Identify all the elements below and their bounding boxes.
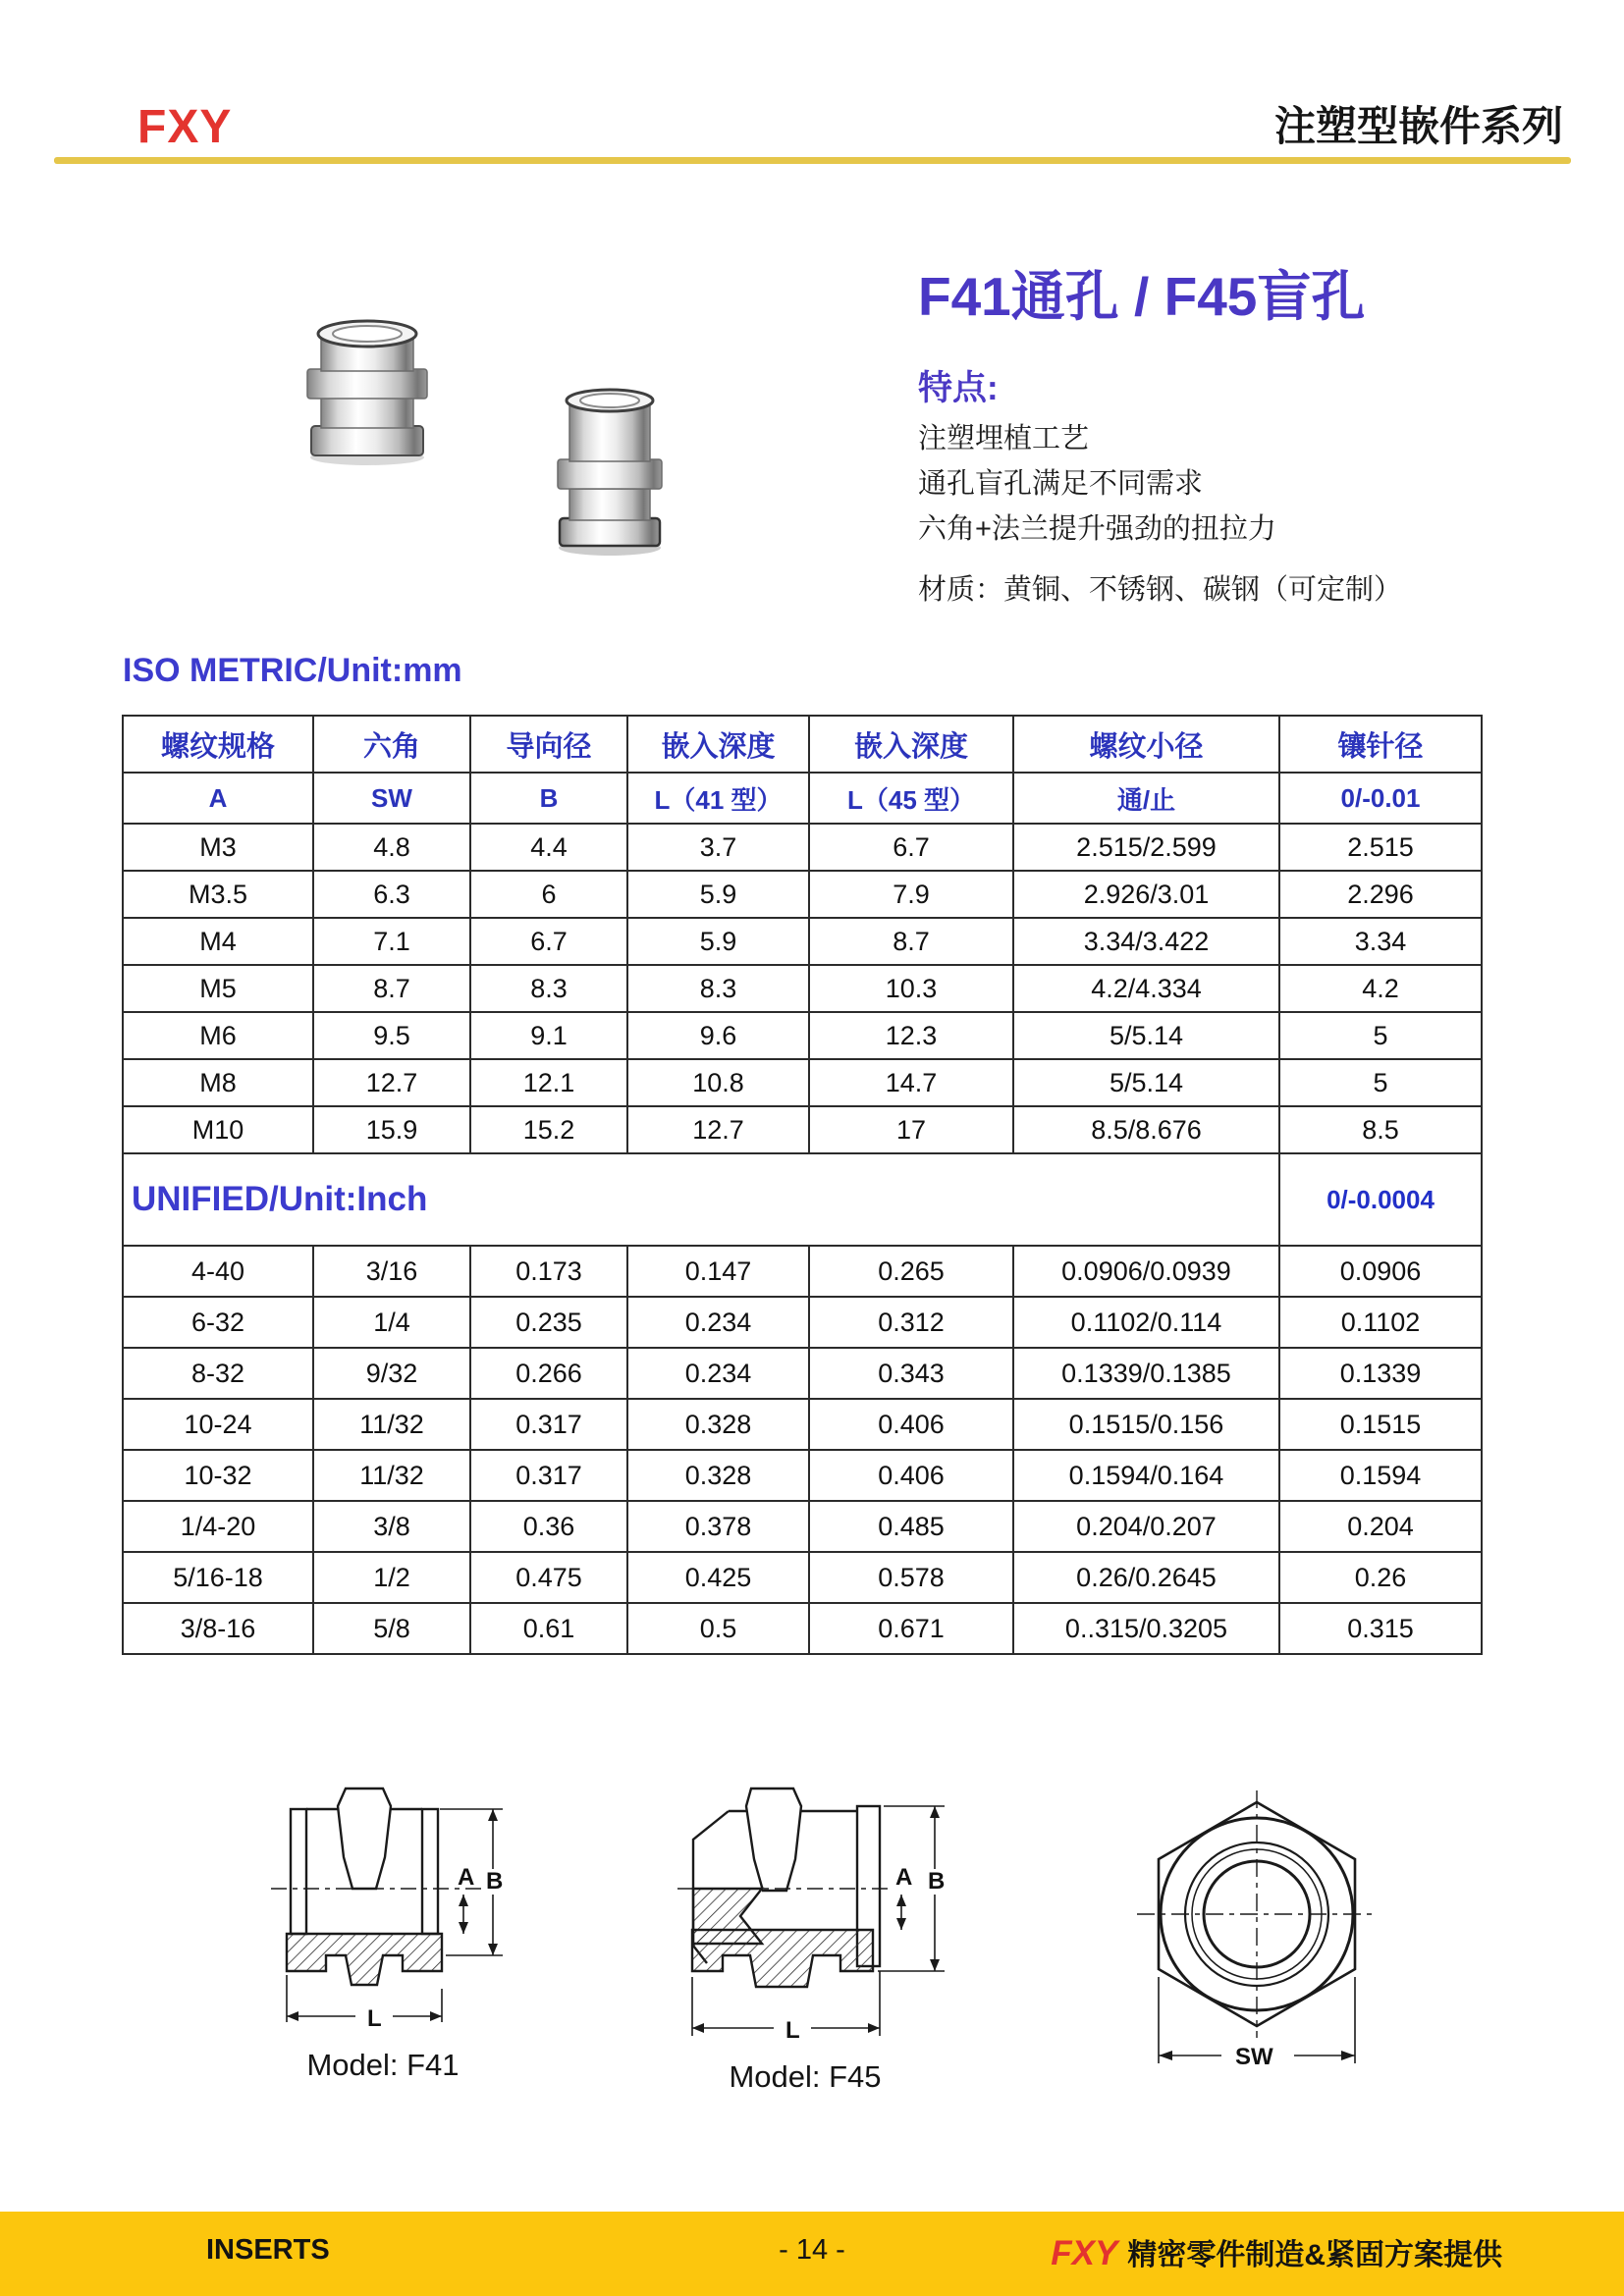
table-cell: 4.4 — [470, 824, 627, 871]
table-cell: 5.9 — [627, 918, 809, 965]
table-cell: 12.7 — [627, 1106, 809, 1153]
table-cell: 6 — [470, 871, 627, 918]
table-cell: 3.7 — [627, 824, 809, 871]
table-row — [123, 1106, 1482, 1153]
table-cell: M10 — [123, 1106, 313, 1153]
table-cell: 0.328 — [627, 1399, 809, 1450]
table-cell: 0.578 — [809, 1552, 1013, 1603]
footer-brand-logo: FXY — [1051, 2234, 1118, 2272]
dim-a-label: A — [895, 1864, 913, 1891]
column-subheader: A — [123, 773, 313, 824]
table-cell: 0.671 — [809, 1603, 1013, 1654]
table-cell: M6 — [123, 1012, 313, 1059]
table-row — [123, 716, 1482, 773]
table-row — [123, 1552, 1482, 1603]
table-cell: M8 — [123, 1059, 313, 1106]
table-cell: 5 — [1279, 1059, 1482, 1106]
table-cell: 3/16 — [313, 1246, 470, 1297]
table-cell: 5 — [1279, 1012, 1482, 1059]
dim-l-label: L — [785, 2017, 800, 2044]
table-cell: 9.1 — [470, 1012, 627, 1059]
table-cell: 10-24 — [123, 1399, 313, 1450]
unified-tolerance: 0/-0.0004 — [1279, 1153, 1482, 1246]
table-cell: 6.7 — [809, 824, 1013, 871]
table-cell: 11/32 — [313, 1450, 470, 1501]
table-row — [123, 773, 1482, 824]
dim-l-label: L — [367, 2005, 382, 2032]
column-header: 导向径 — [470, 716, 627, 773]
table-cell: 9.6 — [627, 1012, 809, 1059]
series-title: 注塑型嵌件系列 — [1273, 103, 1563, 149]
table-cell: 1/2 — [313, 1552, 470, 1603]
table-cell: 12.3 — [809, 1012, 1013, 1059]
table-cell: 1/4 — [313, 1297, 470, 1348]
table-cell: 3.34/3.422 — [1013, 918, 1279, 965]
table-cell: 8.5 — [1279, 1106, 1482, 1153]
table-cell: 0.173 — [470, 1246, 627, 1297]
header-divider — [54, 157, 1571, 164]
drawing-f41-label: Model: F41 — [306, 2048, 460, 2082]
table-cell: 10.3 — [809, 965, 1013, 1012]
table-cell: 0.0906/0.0939 — [1013, 1246, 1279, 1297]
table-cell: 0.234 — [627, 1297, 809, 1348]
features-heading: 特点: — [918, 369, 999, 407]
table-cell: 0.312 — [809, 1297, 1013, 1348]
table-cell: 0.315 — [1279, 1603, 1482, 1654]
table-cell: 0.234 — [627, 1348, 809, 1399]
table-cell: 2.926/3.01 — [1013, 871, 1279, 918]
table-cell: M4 — [123, 918, 313, 965]
table-cell: 2.515 — [1279, 824, 1482, 871]
table-cell: 4.8 — [313, 824, 470, 871]
column-subheader: L（45 型） — [809, 773, 1013, 824]
table-cell: 0.1594 — [1279, 1450, 1482, 1501]
table-cell: 0..315/0.3205 — [1013, 1603, 1279, 1654]
table-cell: 0.26/0.2645 — [1013, 1552, 1279, 1603]
column-subheader: B — [470, 773, 627, 824]
table-cell: 0.485 — [809, 1501, 1013, 1552]
table-cell: 0.204 — [1279, 1501, 1482, 1552]
table-cell: M3.5 — [123, 871, 313, 918]
table-row — [123, 824, 1482, 871]
table-cell: 3/8-16 — [123, 1603, 313, 1654]
drawing-f45 — [648, 1779, 962, 2058]
table-row — [123, 1348, 1482, 1399]
product-photo-f45 — [550, 379, 670, 560]
brand-logo: FXY — [137, 101, 233, 153]
table-cell: 7.9 — [809, 871, 1013, 918]
column-subheader: 通/止 — [1013, 773, 1279, 824]
table-cell: 0.36 — [470, 1501, 627, 1552]
table-cell: 0.1102/0.114 — [1013, 1297, 1279, 1348]
table-cell: 4-40 — [123, 1246, 313, 1297]
table-cell: 9.5 — [313, 1012, 470, 1059]
drawing-f45-label: Model: F45 — [729, 2059, 882, 2094]
table-row — [123, 1501, 1482, 1552]
table-cell: 5/5.14 — [1013, 1012, 1279, 1059]
column-header: 镶针径 — [1279, 716, 1482, 773]
table-cell: 0.343 — [809, 1348, 1013, 1399]
table-row — [123, 1012, 1482, 1059]
table-cell: 0.1515/0.156 — [1013, 1399, 1279, 1450]
table-cell: 3/8 — [313, 1501, 470, 1552]
dim-sw-label: SW — [1235, 2044, 1273, 2070]
table-cell: 0.235 — [470, 1297, 627, 1348]
column-subheader: SW — [313, 773, 470, 824]
table-cell: 8.3 — [627, 965, 809, 1012]
table-cell: 15.9 — [313, 1106, 470, 1153]
table-cell: 0.1339/0.1385 — [1013, 1348, 1279, 1399]
table-cell: 0.317 — [470, 1450, 627, 1501]
page-number: - 14 - — [779, 2234, 845, 2266]
table-cell: 6.7 — [470, 918, 627, 965]
table-cell: 8.7 — [809, 918, 1013, 965]
table-cell: 8-32 — [123, 1348, 313, 1399]
table-cell: 9/32 — [313, 1348, 470, 1399]
table-row — [123, 871, 1482, 918]
table-row — [123, 965, 1482, 1012]
table-cell: 0.378 — [627, 1501, 809, 1552]
table-cell: 5.9 — [627, 871, 809, 918]
column-header: 六角 — [313, 716, 470, 773]
table-cell: 0.425 — [627, 1552, 809, 1603]
table-cell: 0.0906 — [1279, 1246, 1482, 1297]
column-subheader: 0/-0.01 — [1279, 773, 1482, 824]
table-cell: 5/16-18 — [123, 1552, 313, 1603]
table-cell: 0.328 — [627, 1450, 809, 1501]
feature-line: 通孔盲孔满足不同需求 — [918, 468, 1204, 500]
unified-section-heading: UNIFIED/Unit:Inch — [123, 1153, 1279, 1246]
spec-table — [122, 715, 1483, 1655]
table-cell: 7.1 — [313, 918, 470, 965]
column-header: 嵌入深度 — [809, 716, 1013, 773]
product-title: F41通孔 / F45盲孔 — [918, 266, 1366, 327]
column-header: 螺纹规格 — [123, 716, 313, 773]
table-cell: 4.2/4.334 — [1013, 965, 1279, 1012]
dim-b-label: B — [928, 1868, 946, 1895]
table-cell: 0.406 — [809, 1399, 1013, 1450]
table-cell: 5/5.14 — [1013, 1059, 1279, 1106]
table-cell: 10.8 — [627, 1059, 809, 1106]
table-row — [123, 1153, 1482, 1246]
dim-b-label: B — [486, 1868, 504, 1895]
table-cell: 12.1 — [470, 1059, 627, 1106]
table-cell: 10-32 — [123, 1450, 313, 1501]
table-cell: 12.7 — [313, 1059, 470, 1106]
table-row — [123, 1450, 1482, 1501]
table-cell: 11/32 — [313, 1399, 470, 1450]
drawing-hex-view — [1119, 1789, 1394, 2083]
table-cell: 17 — [809, 1106, 1013, 1153]
table-cell: 8.5/8.676 — [1013, 1106, 1279, 1153]
table-cell: 5/8 — [313, 1603, 470, 1654]
table-cell: 6.3 — [313, 871, 470, 918]
table-cell: 0.475 — [470, 1552, 627, 1603]
table-cell: 0.406 — [809, 1450, 1013, 1501]
table-cell: 0.265 — [809, 1246, 1013, 1297]
table-row — [123, 1297, 1482, 1348]
column-subheader: L（41 型） — [627, 773, 809, 824]
table-cell: 0.1594/0.164 — [1013, 1450, 1279, 1501]
feature-line: 注塑埋植工艺 — [918, 423, 1090, 454]
table-cell: 2.296 — [1279, 871, 1482, 918]
table-cell: 0.1339 — [1279, 1348, 1482, 1399]
footer-section-label: INSERTS — [206, 2234, 330, 2266]
table-cell: 3.34 — [1279, 918, 1482, 965]
table-cell: 8.3 — [470, 965, 627, 1012]
column-header: 螺纹小径 — [1013, 716, 1279, 773]
metric-section-heading: ISO METRIC/Unit:mm — [123, 652, 462, 689]
dim-a-label: A — [458, 1864, 475, 1891]
table-cell: 0.266 — [470, 1348, 627, 1399]
footer-brand-group — [1051, 2230, 1502, 2273]
table-row — [123, 1399, 1482, 1450]
table-cell: 4.2 — [1279, 965, 1482, 1012]
table-row — [123, 1246, 1482, 1297]
drawing-f41 — [236, 1779, 530, 2054]
table-cell: 0.26 — [1279, 1552, 1482, 1603]
table-cell: 0.61 — [470, 1603, 627, 1654]
table-cell: 14.7 — [809, 1059, 1013, 1106]
table-cell: 0.5 — [627, 1603, 809, 1654]
table-cell: 2.515/2.599 — [1013, 824, 1279, 871]
table-cell: M5 — [123, 965, 313, 1012]
feature-line: 六角+法兰提升强劲的扭拉力 — [918, 513, 1276, 545]
footer-tagline: 精密零件制造&紧固方案提供 — [1127, 2239, 1502, 2271]
table-cell: 6-32 — [123, 1297, 313, 1348]
table-row — [123, 918, 1482, 965]
table-cell: 0.1515 — [1279, 1399, 1482, 1450]
material-line: 材质：黄铜、不锈钢、碳钢（可定制） — [918, 574, 1403, 606]
table-cell: 15.2 — [470, 1106, 627, 1153]
product-photo-f41 — [298, 308, 437, 469]
column-header: 嵌入深度 — [627, 716, 809, 773]
table-cell: 0.317 — [470, 1399, 627, 1450]
table-cell: 0.147 — [627, 1246, 809, 1297]
table-cell: M3 — [123, 824, 313, 871]
table-row — [123, 1603, 1482, 1654]
table-row — [123, 1059, 1482, 1106]
table-cell: 8.7 — [313, 965, 470, 1012]
table-cell: 1/4-20 — [123, 1501, 313, 1552]
table-cell: 0.1102 — [1279, 1297, 1482, 1348]
table-cell: 0.204/0.207 — [1013, 1501, 1279, 1552]
